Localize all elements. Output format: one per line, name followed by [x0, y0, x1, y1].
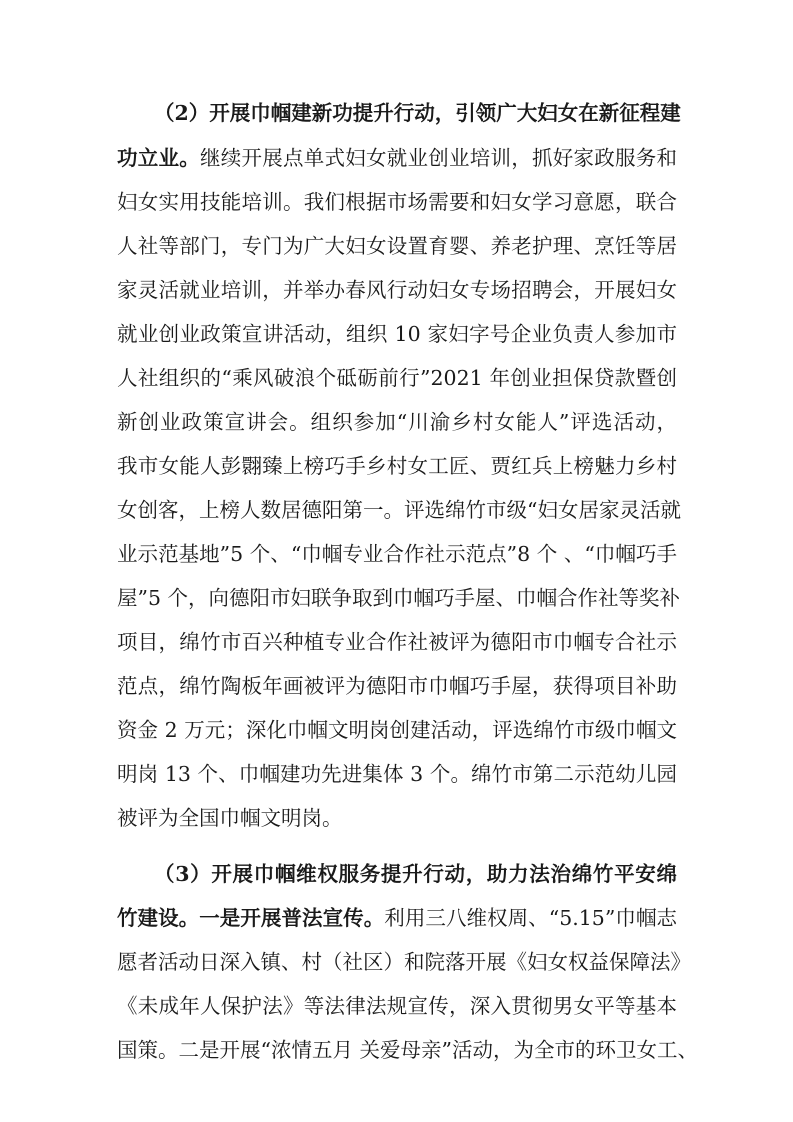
paragraph-line: 家灵活就业培训，并举办春风行动妇女专场招聘会，开展妇女 — [117, 278, 677, 302]
section2-line1-text: 继续开展点单式妇女就业创业培训，抓好家政服务和 — [200, 146, 677, 170]
section3-heading-tail: 竹建设。 — [117, 906, 200, 930]
section3-heading-line1: （3）开展巾帼维权服务提升行动，助力法治绵竹平安绵 — [154, 862, 677, 886]
paragraph-line: 就业创业政策宣讲活动，组织 10 家妇字号企业负责人参加市 — [117, 322, 677, 346]
paragraph-line: 新创业政策宣讲会。组织参加“川渝乡村女能人”评选活动， — [117, 410, 677, 434]
paragraph-line: 妇女实用技能培训。我们根据市场需要和妇女学习意愿，联合 — [117, 190, 677, 214]
paragraph-line: 国策。二是开展“浓情五月 关爱母亲”活动，为全市的环卫女工、 — [117, 1038, 698, 1062]
paragraph-line: 《未成年人保护法》等法律法规宣传，深入贯彻男女平等基本 — [117, 994, 677, 1018]
paragraph-line: 女创客，上榜人数居德阳第一。评选绵竹市级“妇女居家灵活就 — [117, 498, 681, 522]
paragraph-line: 愿者活动日深入镇、村（社区）和院落开展《妇女权益保障法》 — [117, 950, 691, 974]
paragraph-line: 被评为全国巾帼文明岗。 — [117, 806, 343, 830]
paragraph-line: 业示范基地”5 个、“巾帼专业合作社示范点”8 个 、“巾帼巧手 — [117, 542, 677, 566]
paragraph-line: 人社组织的“乘风破浪个砥砺前行”2021 年创业担保贷款暨创 — [117, 366, 677, 390]
section2-line1 — [117, 146, 677, 170]
paragraph-line: 项目，绵竹市百兴种植专业合作社被评为德阳市巾帼专合社示 — [117, 630, 677, 654]
paragraph-line: 人社等部门，专门为广大妇女设置育婴、养老护理、烹饪等居 — [117, 234, 677, 258]
paragraph-line: 屋”5 个，向德阳市妇联争取到巾帼巧手屋、巾帼合作社等奖补 — [117, 586, 681, 610]
section2-heading-line1: （2）开展巾帼建新功提升行动，引领广大妇女在新征程建 — [154, 101, 681, 125]
section3-line2-text: 利用三八维权周、“5.15”巾帼志 — [384, 906, 678, 930]
section2-heading-tail: 功立业。 — [117, 146, 200, 170]
section3-line2 — [117, 906, 677, 930]
section3-subheading: 一是开展普法宣传。 — [199, 906, 385, 930]
paragraph-line: 明岗 13 个、巾帼建功先进集体 3 个。绵竹市第二示范幼儿园 — [117, 762, 677, 786]
paragraph-line: 资金 2 万元；深化巾帼文明岗创建活动，评选绵竹市级巾帼文 — [117, 718, 677, 742]
paragraph-line: 范点，绵竹陶板年画被评为德阳市巾帼巧手屋，获得项目补助 — [117, 674, 677, 698]
paragraph-line: 我市女能人彭翾臻上榜巧手乡村女工匠、贾红兵上榜魅力乡村 — [117, 454, 677, 478]
